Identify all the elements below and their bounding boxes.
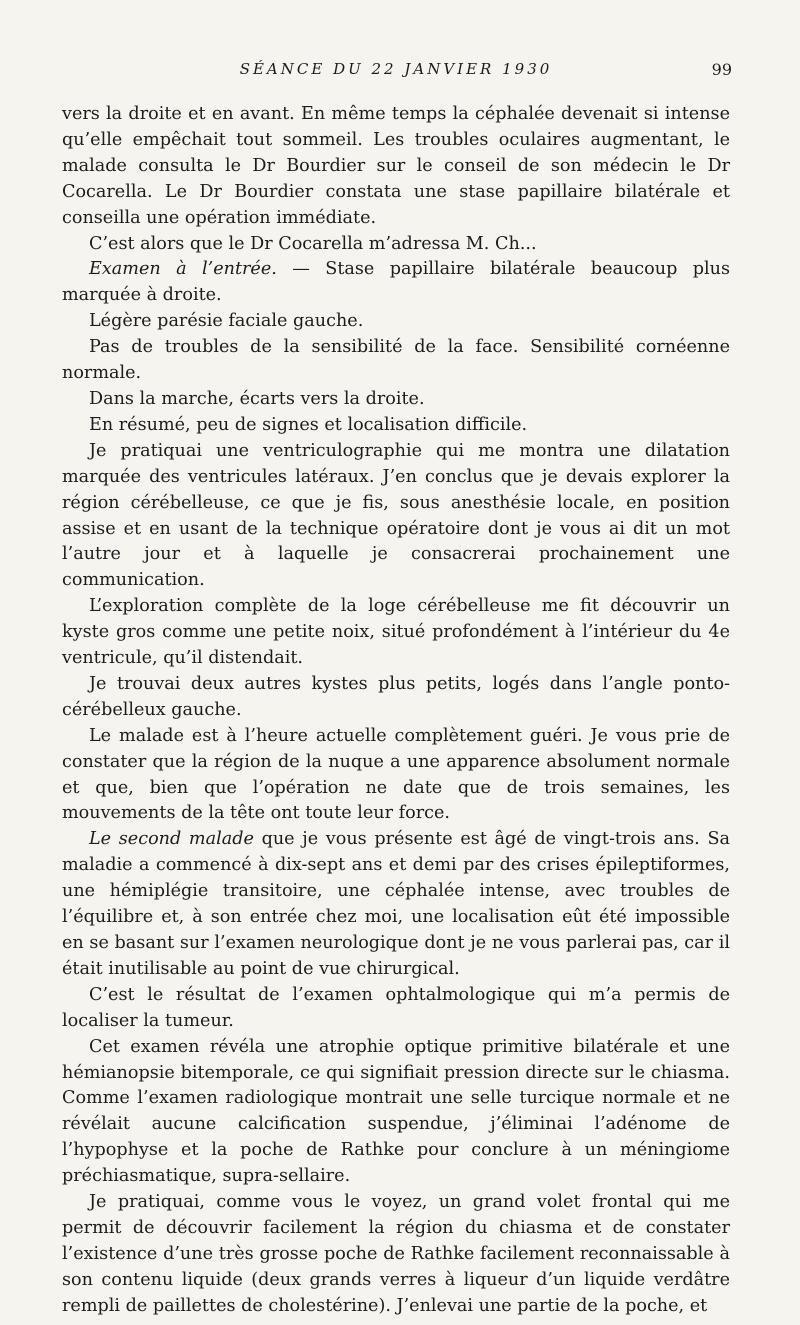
paragraph: C’est le résultat de l’examen ophtalmologique qui m’a permis de localiser la tumeur. [62,984,730,1031]
paragraph: Le second malade que je vous présente est âgé de vingt-trois ans. Sa maladie a commencé à dix-sept ans et demi par des crises épileptiformes, une hémiplégie transitoire, une céphalée intense, avec troubles de l’équilibre et, à son entrée chez moi, une localisation eût été impossible en se basant sur l’examen neurologique dont je ne vous parlerai pas, car il était inutilisable au point de vue chirurgical. [62,829,730,979]
page-number: 99 [711,60,732,79]
paragraph: Le malade est à l’heure actuelle complètement guéri. Je vous prie de constater que la région de la nuque a une apparence absolument normale et que, bien que l’opération ne date que de trois semaines, les mouvements de la tête ont toute leur force. [62,725,730,824]
paragraph: En résumé, peu de signes et localisation difficile. [89,414,528,435]
paragraph: Je trouvai deux autres kystes plus petits, logés dans l’angle ponto-cérébelleux gauche. [62,673,730,720]
running-head [62,60,730,84]
paragraph: Pas de troubles de la sensibilité de la face. Sensibilité cornéenne normale. [62,337,730,384]
paragraph: Cet examen révéla une atrophie optique primitive bilatérale et une hémianopsie bitemporale, ce qui signifiait pression directe sur le chiasma. Comme l’examen radiologique montrait une selle turcique normale et ne révélait aucune calcification suspendue, j’éliminai l’adénome de l’hypophyse et la poche de Rathke pour conclure à un méningiome préchiasmatique, supra-sellaire. [62,1036,730,1187]
paragraph: Légère parésie faciale gauche. [89,311,364,332]
running-title: SÉANCE DU 22 JANVIER 1930 [239,60,553,78]
paragraph: Examen à l’entrée. — Stase papillaire bilatérale beaucoup plus marquée à droite. [62,259,731,306]
paragraph-lead-italic: Le second malade [89,829,254,850]
paragraph: C’est alors que le Dr Cocarella m’adressa M. Ch... [89,233,537,254]
paragraph-lead-italic: Examen à l’entrée. [89,259,277,280]
paragraph: vers la droite et en avant. En même temps la céphalée devenait si intense qu’elle empêchait tout sommeil. Les troubles oculaires augmentant, le malade consulta le Dr Bourdier sur le conseil de son médecin le Dr Cocarella. Le Dr Bourdier constata une stase papillaire bilatérale et conseilla une opération immédiate. [62,104,730,228]
body-text [62,102,730,1320]
paragraph: Dans la marche, écarts vers la droite. [89,388,425,409]
paragraph: Je pratiquai, comme vous le voyez, un grand volet frontal qui me permit de découvrir facilement la région du chiasma et de constater l’existence d’une très grosse poche de Rathke facilement reconnaissable à son contenu liquide (deux grands verres à liqueur d’un liquide verdâtre rempli de paillettes de cholestérine). J’enlevai une partie de la poche, et [62,1192,730,1316]
paragraph: L’exploration complète de la loge cérébelleuse me fit découvrir un kyste gros comme une petite noix, situé profondément à l’intérieur du 4e ventricule, qu’il distendait. [62,596,730,669]
paragraph: Je pratiquai une ventriculographie qui me montra une dilatation marquée des ventricules latéraux. J’en conclus que je devais explorer la région cérébelleuse, ce que je fis, sous anesthésie locale, en position assise et en usant de la technique opératoire dont je vous ai dit un mot l’autre jour et à laquelle je consacrerai prochainement une communication. [62,440,730,591]
